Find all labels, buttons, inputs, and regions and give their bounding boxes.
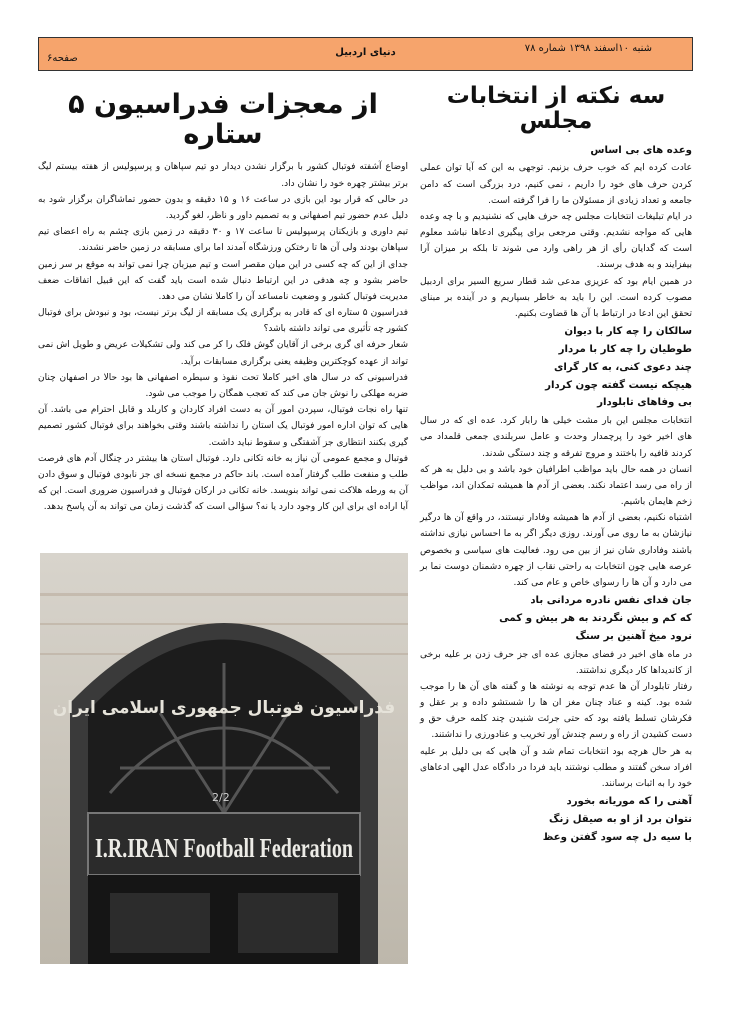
right-article-body (420, 143, 692, 846)
right-article-paragraph: به هر حال هرچه بود انتخابات تمام شد و آن هایی که بی دلیل بر علیه افراد سخن گفتند و مطلب نوشتند باید فردا در دادگاه عدل الهی ادعاهای خود را به اثبات برسانند. (420, 746, 692, 789)
right-article-paragraph: رفتار تابلودار آن ها عدم توجه به نوشته ها و گفته های آن ها را موجب شده بود. کینه و عناد چنان مغز ان ها را شستشو داده و بر عقل و فکرشان تسلط یافته بود که حتی جرئت شنیدن چند کلمه حرف حق و دست کشیدن از راه و رسم چندش آور تخریب و عنادورزی را نداشتند. (420, 681, 692, 741)
right-article-subheading: جان فدای نفس نادره مردانی باد (530, 595, 692, 607)
right-article-subheading: هیچکه نیست گفته چون کردار (545, 379, 692, 391)
right-article-paragraph: اشتباه نکنیم، بعضی از آدم ها همیشه وفادار نیستند، در واقع آن ها درگیر نیازشان به ما روی می آورند. روزی دیگر اگر به ما احساس نیازی نداشته باشند وفاداری شان نیز از بین می رود. فعالیت های سیاسی و بخصوص عرصه هایی چون انتخابات به راحتی نقاب از چهره دشمنان دوست نما بر می دارد و آن ها را رسوای خاص و عام می کند. (420, 513, 692, 588)
right-article-paragraph: در ماه های اخیر در فضای مجازی عده ای جز حرف زدن بر علیه برخی از کاندیداها کار دیگری نداشتند. (420, 649, 692, 676)
right-article-paragraph: انسان در همه حال باید مواظب اطرافیان خود باشد و بی دلیل به هر که از راه می رسد اعتماد نکند. بعضی از آدم ها همیشه تمکدان اند، مواظب زخم هایمان باشیم. (420, 464, 692, 508)
left-article-paragraph: تنها راه نجات فوتبال، سپردن امور آن به دست افراد کاردان و کاربلد و قابل احترام می باشد. آن هایی که توان اداره امور فوتبال یک استان را نداشته باشند وقتی بخواهند برای فوتبال کشور تصمیم گیری بکنند انتظاری جز آشفتگی و سقوط نباید داشت. (38, 405, 408, 448)
right-article-subheading: طوطیان را چه کار با مردار (558, 343, 692, 355)
federation-sign-persian: فدراسیون فوتبال جمهوری اسلامی ایران (52, 698, 396, 718)
right-article-paragraph: انتخابات مجلس این بار مشت خیلی ها رابار کرد. عده ای که در سال های اخیر خود را پرچمدار وحدت و عامل سربلندی جمعی قلمداد می کردند قافیه را باختند و مروج تفرقه و چند دستگی شدند. (420, 416, 692, 459)
right-article-subheading: آهنی را که موریانه بخورد (566, 796, 692, 808)
right-article-title: سه نکته از انتخابات مجلس (446, 83, 666, 135)
left-article-paragraph: اوضاع آشفته فوتبال کشور با برگزار نشدن دیدار دو تیم سپاهان و پرسپولیس از هفته بیستم لیگ برتر بیشتر چهره خود را نشان داد. (38, 162, 408, 189)
issue-date-number: شنبه ۱۰اسفند ۱۳۹۸ شماره ۷۸ (524, 43, 652, 54)
federation-sign-english: I.R.IRAN Football Federation (95, 833, 353, 863)
left-article-paragraph: فوتبال و مجمع عمومی آن نیاز به خانه تکانی دارد. فوتبال استان ها بیشتر در چنگال آدم های فرصت طلب و منفعت طلب گرفتار آمده است. باند حاکم در مجمع نسخه ای جز نابودی فوتبال و سوق دادن آن به ورطه هلاکت نمی تواند بنویسد. خانه تکانی در ارکان فوتبال و فدراسیون ضروری است. این که آیا اراده ای برای این کار وجود دارد یا نه؟ سؤالی است که گذشت زمان می تواند به آن پاسخ بدهد. (37, 453, 408, 513)
right-article-subheading: نرود میخ آهنین بر سنگ (575, 630, 692, 642)
door-number: 2/2 (212, 791, 230, 804)
left-article-paragraph: فدراسیون ۵ ستاره ای که قادر به برگزاری یک مسابقه از لیگ برتر نیست، بود و نبودش برای فوتبال کشور چه تأثیری می تواند داشته باشد؟ (38, 308, 408, 335)
left-article (38, 90, 408, 516)
left-article-paragraph: تیم داوری و بازیکنان پرسپولیس تا ساعت ۱۷ و ۳۰ دقیقه در زمین بازی چشم به راه اعضای تیم سپاهان بودند ولی آن ها تا رختکن ورزشگاه آمدند اما برای مسابقه در زمین حاضر نشدند. (38, 227, 408, 254)
right-article-subheading: نتوان برد از او به صیقل زنگ (549, 813, 692, 825)
left-article-paragraph: جدای از این که چه کسی در این میان مقصر است و تیم میزبان چرا نمی تواند به موقع بر سر زمین حاضر بشود و چه هدفی در این ارتباط دنبال شده است باید گفت که این قبیل اتفاقات ضعف مدیریت فوتبال کشور و وضعیت نامساعد آن را کاملا نشان می دهد. (38, 259, 408, 302)
left-article-paragraph: فدراسیونی که در سال های اخیر کاملا تحت نفوذ و سیطره اصفهانی ها بود حالا در اصفهان چنان ضربه مهلکی را نوش جان می کند که تعجب همگان را موجب می شود. (38, 372, 408, 399)
left-article-body (38, 159, 408, 515)
left-article-paragraph: شعار حرفه ای گری برخی از آقایان گوش فلک را کر می کند ولی تشکیلات عریض و طویل اش نمی تواند از عهده کوچکترین وظیفه یعنی برگزاری مسابقات برآید. (38, 340, 408, 367)
right-article-paragraph: در همین ایام بود که عزیزی مدعی شد قطار سریع السیر برای اردبیل مصوب کرده است. این را باید به خاطر بسپاریم و در آینده بر مبنای تحقق این ادعا در ارتباط با آن ها قضاوت بکنیم. (420, 276, 692, 319)
right-article-subheading: چند دعوی کنی، به کار گرای (554, 361, 692, 373)
right-article-paragraph: در ایام تبلیغات انتخابات مجلس چه حرف هایی که نشنیدیم و با چه وعده هایی که مواجه نشدیم. وقتی مرجعی برای پیگیری ادعاها نباشد معلوم است که گدایان رأی از هر راهی وارد می شوند تا بلکه بر میزان آرا بیفزایند و به هدف برسند. (420, 211, 692, 271)
left-article-paragraph: در حالی که قرار بود این بازی در ساعت ۱۶ و ۱۵ دقیقه و بدون حضور تماشاگران برگزار شود به دلیل عدم حضور تیم اصفهانی و به تصمیم داور و ناظر، لغو گردید. (38, 194, 408, 221)
page-header (38, 37, 693, 71)
left-article-title: از معجزات فدراسیون ۵ ستاره (68, 89, 378, 150)
right-article-subheading: با سیه دل چه سود گفتن وعظ (542, 831, 692, 843)
right-article-subheading: که کم و بیش نگردند به هر بیش و کمی (499, 612, 692, 624)
right-article-subheading: سالکان را چه کار با دیوان (564, 326, 692, 338)
right-article-paragraph: عادت کرده ایم که خوب حرف بزنیم. توجهی به این که آیا توان عملی کردن حرف های خود را داریم ، نمی کنیم، درد بزرگی است که دامن جامعه و تعداد زیادی از مسئولان ما را فرا گرفته است. (420, 163, 692, 206)
page-number: صفحه۶ (47, 53, 78, 64)
right-article-subheading: وعده های بی اساس (590, 144, 692, 156)
federation-photo (40, 553, 408, 964)
newspaper-name: دنیای اردبیل (335, 47, 396, 58)
right-article-subheading: بی وفاهای تابلودار (597, 397, 692, 409)
right-article (420, 84, 692, 848)
